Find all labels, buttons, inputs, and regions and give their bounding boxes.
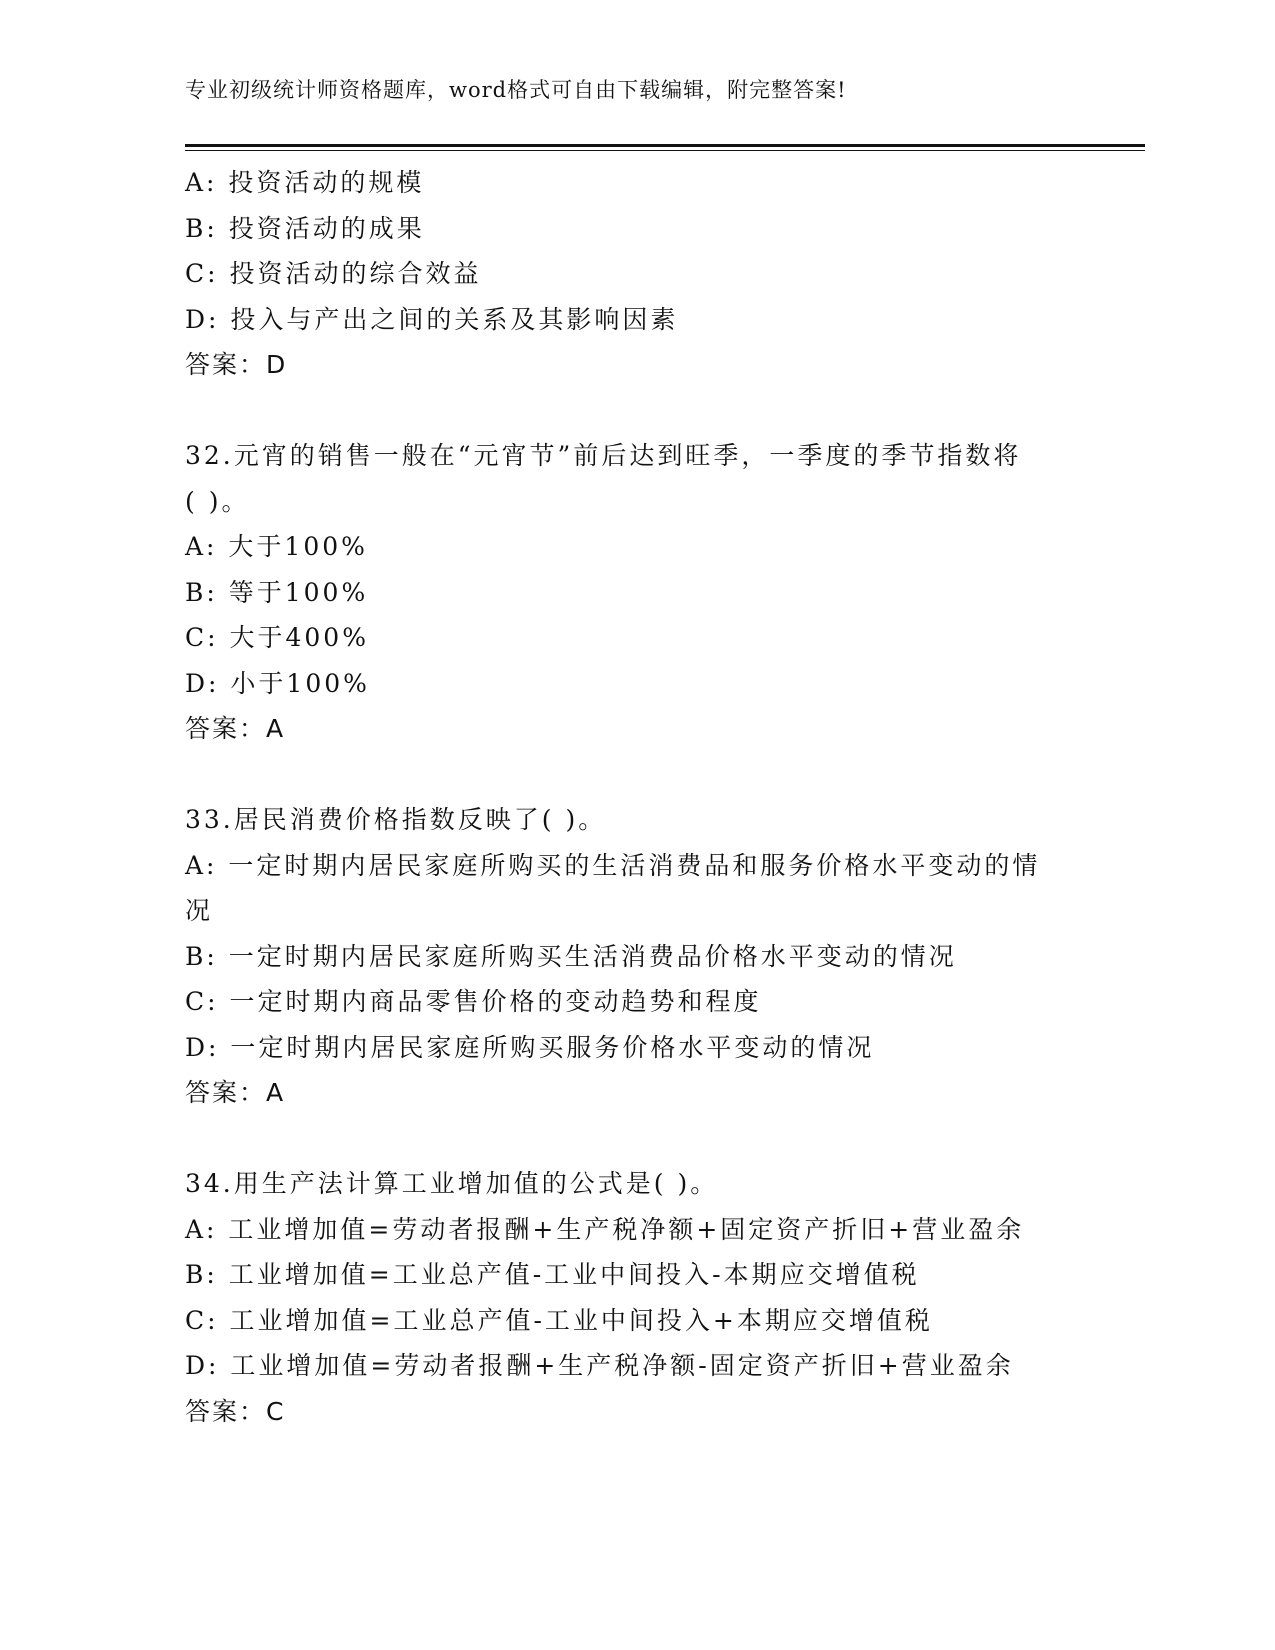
spacer [185, 388, 1085, 434]
answer: 答案：A [185, 1078, 286, 1107]
question-33 [185, 797, 1085, 1116]
option-a: A: 工业增加值=劳动者报酬+生产税净额+固定资产折旧+营业盈余 [185, 1214, 1025, 1244]
question-stem: 33.居民消费价格指数反映了( )。 [185, 805, 607, 834]
option-a-continued: 况 [185, 896, 214, 925]
answer: 答案：C [185, 1396, 286, 1426]
header-rule-thin [185, 150, 1145, 151]
question-31 [185, 160, 1085, 388]
option-d: D: 工业增加值=劳动者报酬+生产税净额-固定资产折旧+营业盈余 [185, 1351, 1014, 1380]
page-header: 专业初级统计师资格题库，word格式可自由下载编辑，附完整答案! [185, 78, 847, 102]
option-c: C: 一定时期内商品零售价格的变动趋势和程度 [185, 987, 762, 1016]
option-a: A: 一定时期内居民家庭所购买的生活消费品和服务价格水平变动的情 [185, 850, 1041, 880]
option-c: C: 工业增加值=工业总产值-工业中间投入+本期应交增值税 [185, 1305, 933, 1335]
question-stem-continued: ( )。 [185, 486, 250, 516]
answer: 答案：A [185, 714, 286, 743]
question-content [185, 160, 1085, 1434]
option-b: B: 工业增加值=工业总产值-工业中间投入-本期应交增值税 [185, 1260, 920, 1289]
question-stem: 34.用生产法计算工业增加值的公式是( )。 [185, 1169, 719, 1198]
spacer [185, 752, 1085, 798]
question-34 [185, 1161, 1085, 1434]
option-a: A: 投资活动的规模 [185, 168, 425, 197]
option-c: C: 投资活动的综合效益 [185, 259, 482, 288]
option-b: B: 一定时期内居民家庭所购买生活消费品价格水平变动的情况 [185, 941, 957, 971]
option-c: C: 大于400% [185, 623, 369, 652]
option-d: D: 一定时期内居民家庭所购买服务价格水平变动的情况 [185, 1032, 875, 1062]
option-d: D: 小于100% [185, 668, 370, 698]
question-32 [185, 433, 1085, 752]
option-b: B: 等于100% [185, 577, 369, 607]
option-d: D: 投入与产出之间的关系及其影响因素 [185, 304, 679, 334]
question-stem: 32.元宵的销售一般在“元宵节”前后达到旺季，一季度的季节指数将 [185, 441, 1022, 470]
spacer [185, 1116, 1085, 1162]
answer: 答案：D [185, 350, 288, 379]
option-b: B: 投资活动的成果 [185, 213, 425, 243]
header-rule-thick [185, 144, 1145, 147]
option-a: A: 大于100% [185, 532, 368, 561]
